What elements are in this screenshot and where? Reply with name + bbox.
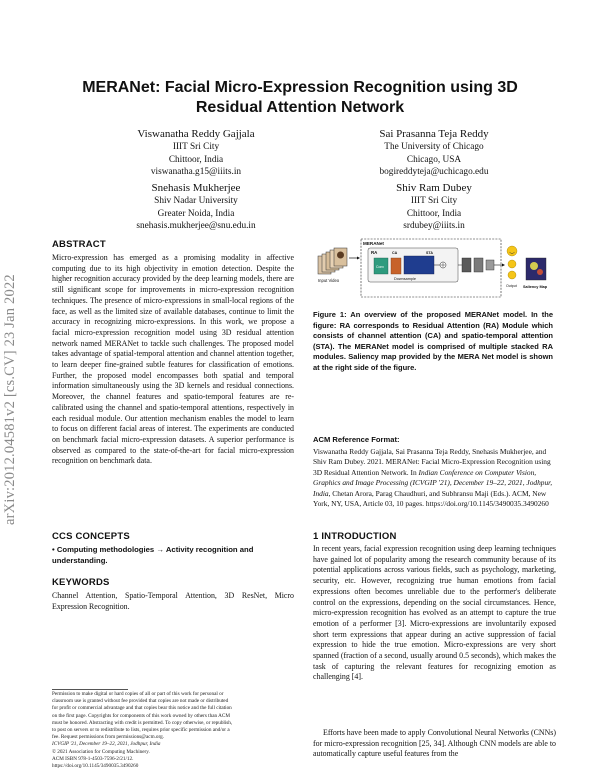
- author-location: Chicago, USA: [406, 154, 462, 165]
- author-name: Viswanatha Reddy Gajjala: [137, 128, 255, 140]
- output-label: Output: [506, 284, 517, 288]
- introduction-paragraph-1: In recent years, facial expression recognition using deep learning techniques have gained lot of popularity among the research community because of its potential applications across various fields, such as psychology, marketing, security, etc. However, recognizing true human emotions from facial expressions often becomes unreliable due to the performer's deliberate control on the expressions, depending on the social circumstances. Hence, micro-expression recognition has evolved as an attempt to capture the true emotion of a performer [3]. Micro-expressions are involuntarily exposed short term expressions that appear during an active suppression of facial expression to hide the true emotion. Micro-expressions are very short spanned (fraction of a second, usually around 0.5 seconds), which makes the task of capturing the relevant features for recognizing emotion as challenging [4].: [313, 544, 556, 682]
- output-emoji-happy: [507, 246, 517, 256]
- footnote-line: must be honored. Abstracting with credit is permitted. To copy otherwise, or republish,: [52, 719, 233, 726]
- ca-label: CA: [392, 251, 398, 255]
- keywords-text: Channel Attention, Spatio-Temporal Attention, 3D ResNet, Micro Expression Recognition.: [52, 591, 294, 611]
- footnote-line: classroom use is granted without fee provided that copies are not made or distributed: [52, 698, 229, 705]
- author-email: srdubey@iiits.in: [403, 221, 465, 231]
- author-name: Shiv Ram Dubey: [396, 182, 472, 194]
- footnote-line: fee. Request permissions from permissions@acm.org.: [52, 734, 165, 741]
- author-affiliation: Shiv Nadar University: [154, 196, 238, 206]
- author-affiliation: IIIT Sri City: [410, 196, 458, 206]
- author-location: Chittoor, India: [406, 208, 462, 219]
- acm-reference-text: [313, 447, 556, 509]
- footnote-line: for profit or commercial advantage and that copies bear this notice and the full citation: [52, 705, 232, 712]
- acm-reference-venue: Indian Conference on Computer Vision, Graphics and Image Processing (ICVGIP '21), December 19–22, 2021, Jodhpur, India: [313, 467, 553, 498]
- output-emoji: [508, 260, 516, 268]
- acm-reference-rest: , Chetan Arora, Parag Chaudhuri, and Subhransu Maji (Eds.). ACM, New York, NY, USA, Article 03, 10 pages. https://doi.org/10.1145/3490035.3490260: [313, 488, 549, 509]
- author-block: [334, 181, 534, 233]
- saliency-map-label: Saliency Map: [523, 285, 548, 289]
- copyright-footnote: [52, 691, 294, 770]
- footnote-line: ICVGIP '21, December 19–22, 2021, Jodhpur, India: [52, 741, 161, 748]
- architecture-figure: [316, 236, 552, 308]
- ra-label: RA: [371, 250, 378, 255]
- ccs-text: • Computing methodologies → Activity recognition and understanding.: [52, 545, 254, 565]
- author-affiliation: IIIT Sri City: [172, 142, 220, 152]
- footnote-line: on the first page. Copyrights for components of this work owned by others than ACM: [52, 712, 230, 719]
- arxiv-stamp: arXiv:2012.04581v2 [cs.CV] 23 Jan 2022: [2, 274, 18, 526]
- stacked-block: [462, 258, 471, 272]
- sta-block: [404, 256, 434, 274]
- output-emoji: [508, 271, 516, 279]
- author-name: Snehasis Mukherjee: [151, 182, 241, 194]
- author-name: Sai Prasanna Teja Reddy: [379, 128, 489, 140]
- abstract-heading: ABSTRACT: [52, 239, 106, 250]
- author-block: [334, 127, 534, 179]
- footnote-line: © 2021 Association for Computing Machinery.: [52, 748, 150, 755]
- author-location: Chittoor, India: [168, 154, 224, 165]
- ca-block: [391, 258, 401, 274]
- acm-reference-authors: Viswanatha Reddy Gajjala, Sai Prasanna Teja Reddy, Snehasis Mukherjee, and Shiv Ram Dubey. 2021. MERANet: Facial Micro-Expression Recognition using 3D Residual Attention Network. In: [313, 447, 551, 477]
- author-block: [96, 127, 296, 179]
- author-affiliation: The University of Chicago: [384, 142, 484, 152]
- paper-title: MERANet: Facial Micro-Expression Recognition using 3D Residual Attention Network: [82, 79, 518, 116]
- introduction-heading: 1 INTRODUCTION: [313, 531, 397, 542]
- author-block: [96, 181, 296, 233]
- stacked-block: [474, 258, 483, 272]
- abstract-text: Micro-expression has emerged as a promising modality in affective computing due to its high objectivity in emotion detection. Despite the higher recognition accuracy provided by the deep learning models, there are still significant scope for improvements in micro-expression recognition techniques. The presence of micro-expressions in small-local regions of the face, as well as the limited size of available databases, continue to limit the accuracy in recognizing micro-expressions. In this work, we propose a facial micro-expression recognition model using 3D residual attention network named MERANet to tackle such challenges. The proposed model takes advantage of spatial-temporal attention and channel attention together, to learn deeper fine-grained subtle features for classification of emotions. Further, the proposed model encompasses both spatial and temporal information simultaneously using the 3D kernels and residual connections. Moreover, the channel features and spatio-temporal features are re-calibrated using the channel and spatio-temporal attentions, respectively in each residual module. Our attention mechanism enables the model to learn to focus on different facial areas of interest. The experiments are conducted on benchmark facial micro-expression datasets. A superior performance is observed as compared to the state-of-the-art for facial micro-expression recognition on benchmark data.: [52, 253, 294, 466]
- author-location: Greater Noida, India: [157, 208, 235, 219]
- input-video-frames: [318, 248, 347, 274]
- author-email: viswanatha.g15@iiits.in: [150, 167, 242, 177]
- footnote-line: ACM ISBN 978-1-4503-7596-2/21/12.: [52, 755, 134, 762]
- author-email: bogireddyteja@uchicago.edu: [379, 167, 489, 177]
- footnote-line: to post on servers or to redistribute to lists, requires prior specific permission and/or a: [52, 727, 230, 734]
- footnote-line: Permission to make digital or hard copies of all or part of this work for personal or: [52, 691, 224, 697]
- sta-label: STA: [426, 251, 433, 255]
- ccs-heading: CCS CONCEPTS: [52, 531, 130, 542]
- keywords-heading: KEYWORDS: [52, 577, 110, 588]
- footnote-line: https://doi.org/10.1145/3490035.3490260: [52, 763, 139, 770]
- figure-caption: Figure 1: An overview of the proposed MERANet model. In the figure: RA corresponds to Residual Attention (RA) Module which consists of channel attention (CA) and spatio-temporal attention (STA). The MERANet model is comprised of multiple stacked RA modules. Saliency map provided by the MERA Net model is shown at the right side of the figure.: [313, 310, 553, 372]
- footnote-rule: [52, 689, 128, 690]
- downsample-label: Downsample: [394, 277, 416, 281]
- meranet-label: MERANet: [363, 241, 384, 246]
- acm-reference-label: ACM Reference Format:: [313, 435, 400, 444]
- stacked-block: [486, 260, 494, 270]
- author-email: snehasis.mukherjee@snu.edu.in: [136, 221, 256, 231]
- input-video-label: Input Video: [318, 278, 340, 283]
- introduction-paragraph-2: Efforts have been made to apply Convolutional Neural Networks (CNNs) for micro-expression recognition [25, 34]. Although CNN models are able to automatically capture useful features from the: [313, 728, 556, 759]
- conv-label: Conv: [376, 265, 384, 269]
